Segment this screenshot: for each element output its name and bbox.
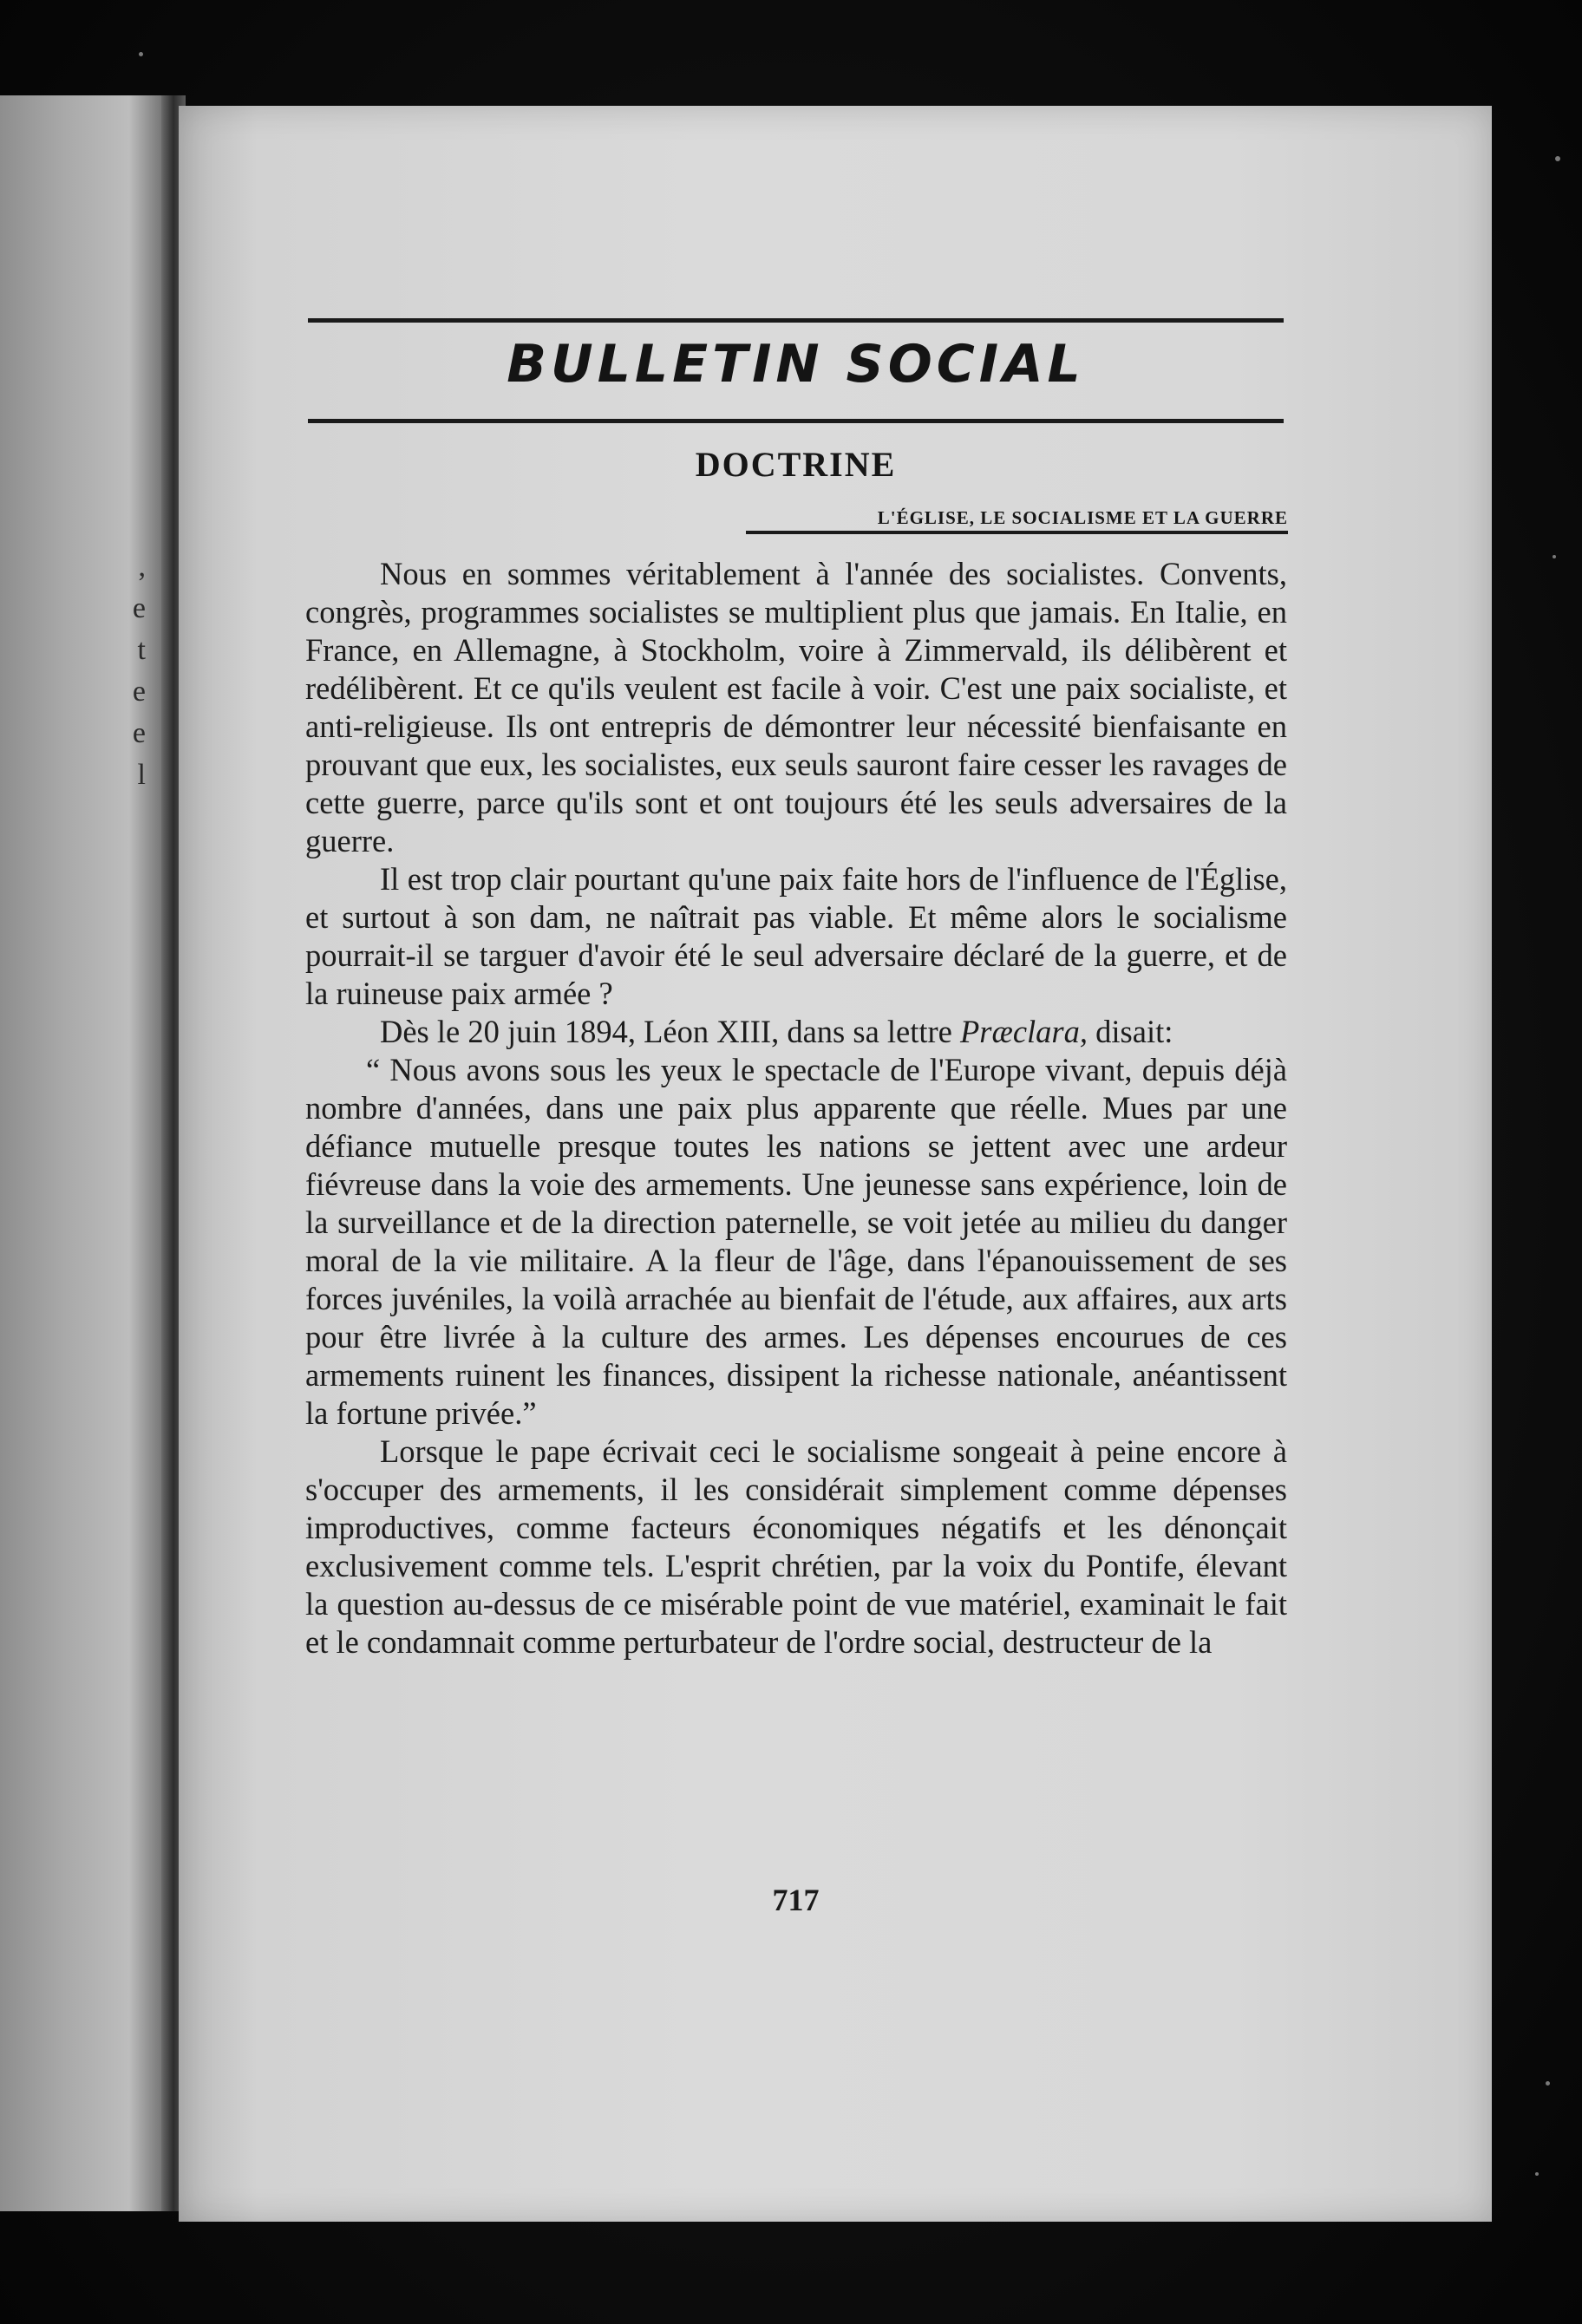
scan-speck bbox=[1555, 156, 1560, 161]
paragraph: Nous en sommes véritablement à l'année des socialistes. Convents, congrès, programmes socialistes se multiplient plus que jamais. En Italie, en France, en Allemagne, à Stockholm, voire à Zimmervald, ils délibèrent et redélibèrent. Et ce qu'ils veulent est facile à voir. C'est une paix socialiste, et anti-religieuse. Ils ont entrepris de démontrer leur nécessité bienfaisante en prouvant que eux, les socialistes, eux seuls sauront faire cesser les ravages de cette guerre, parce qu'ils sont et ont toujours été les seuls adversaires de la guerre. bbox=[305, 556, 1287, 858]
header-rule-top bbox=[308, 318, 1284, 323]
edge-char: l bbox=[137, 759, 146, 791]
page-number: 717 bbox=[772, 1883, 820, 1917]
leo-intro-text: Dès le 20 juin 1894, Léon XIII, dans sa lettre bbox=[380, 1014, 960, 1049]
section-title: DOCTRINE bbox=[695, 445, 897, 484]
edge-char: e bbox=[132, 717, 146, 749]
scan-speck bbox=[1553, 555, 1556, 558]
edge-char: e bbox=[132, 676, 146, 708]
header-rule-bottom bbox=[308, 419, 1284, 423]
scan-speck bbox=[1535, 2172, 1539, 2176]
article-body bbox=[305, 555, 1287, 1661]
edge-char: t bbox=[137, 634, 146, 666]
letter-title: Præclara, bbox=[960, 1014, 1088, 1049]
paragraph: Lorsque le pape écrivait ceci le socialisme songeait à peine encore à s'occuper des armements, il les considérait simplement comme dépenses improductives, comme facteurs économiques négatifs et les dénonçait exclusivement comme tels. L'esprit chrétien, par la voix du Pontife, élevant la question au-dessus de ce misérable point de vue matériel, examinait le fait et le condamnait comme perturbateur de l'ordre social, destructeur de la bbox=[305, 1433, 1287, 1660]
paragraph-leo-intro bbox=[305, 1013, 1287, 1051]
facing-page bbox=[0, 95, 161, 2211]
paragraph: Il est trop clair pourtant qu'une paix faite hors de l'influence de l'Église, et surtout à son dam, ne naîtrait pas viable. Et même alors le socialisme pourrait-il se targuer d'avoir été le seul adversaire déclaré de la guerre, et de la ruineuse paix armée ? bbox=[305, 861, 1287, 1011]
quotation: “ Nous avons sous les yeux le spectacle de l'Europe vivant, depuis déjà nombre d'années, dans une paix plus apparente que réelle. Mues par une défiance mutuelle presque toutes les nations se jettent avec une ardeur fiévreuse dans la voie des armements. Une jeunesse sans expérience, loin de la surveillance et de la direction paternelle, se voit jetée au milieu du danger moral de la vie militaire. A la fleur de l'âge, dans l'épanouissement de ses forces juvéniles, la voilà arrachée au bienfait de l'étude, aux affaires, aux arts pour être livrée à la culture des armes. Les dépenses encourues de ces armements ruinent les finances, dissipent la richesse nationale, anéantissent la fortune privée.” bbox=[305, 1052, 1287, 1431]
scan-speck bbox=[139, 52, 143, 56]
bulletin-title: BULLETIN SOCIAL bbox=[507, 334, 1085, 395]
edge-char: , bbox=[138, 551, 146, 583]
facing-page-edge-text bbox=[133, 546, 146, 796]
subsection-title: L'ÉGLISE, LE SOCIALISME ET LA GUERRE bbox=[746, 507, 1288, 534]
edge-char: e bbox=[132, 592, 146, 624]
scan-speck bbox=[1546, 2081, 1550, 2086]
leo-intro-end: disait: bbox=[1088, 1014, 1173, 1049]
